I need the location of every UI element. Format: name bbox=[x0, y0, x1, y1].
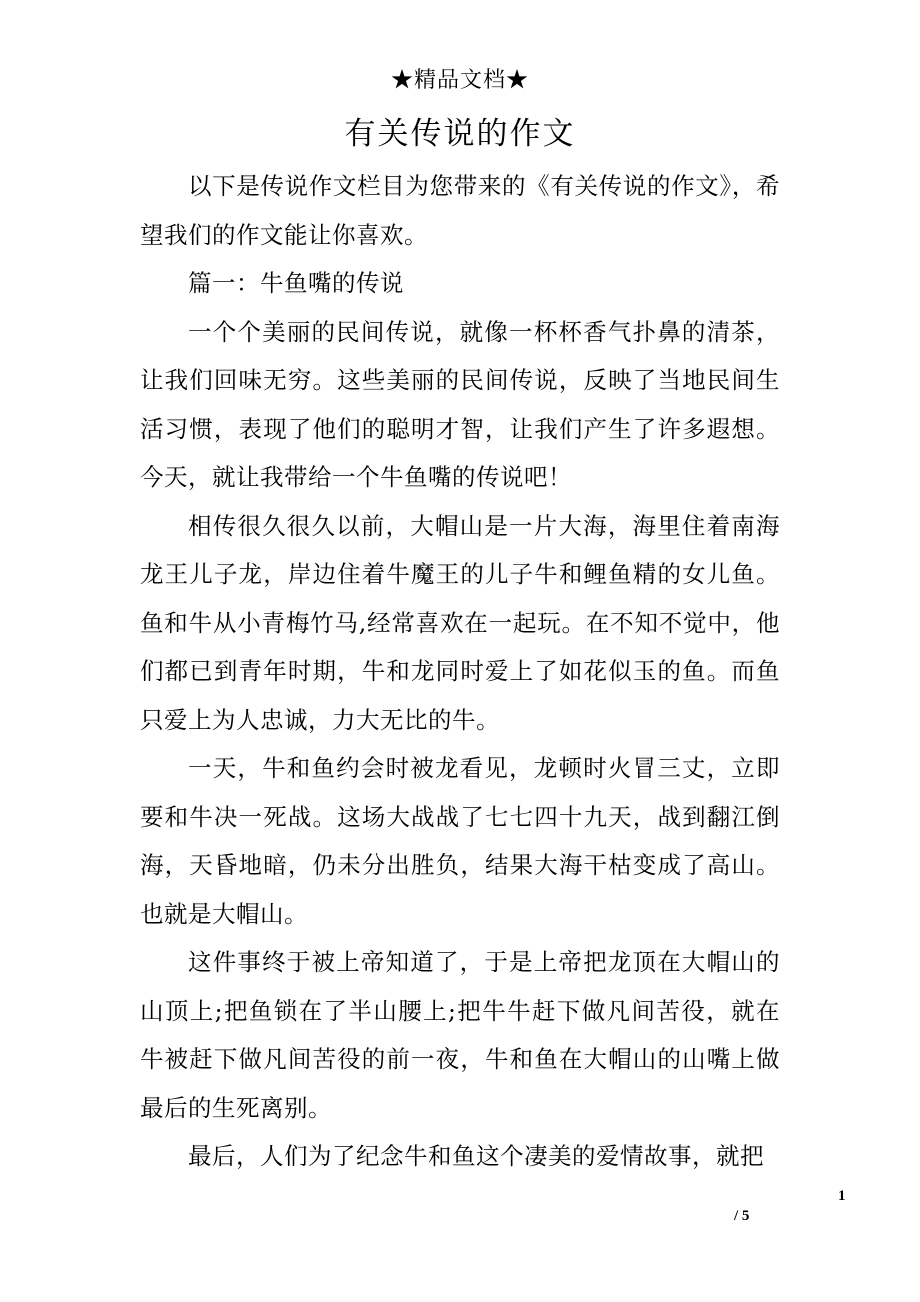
paragraph-intro: 以下是传说作文栏目为您带来的《有关传说的作文》，希望我们的作文能让你喜欢。 bbox=[140, 172, 780, 249]
paragraph: 这件事终于被上帝知道了，于是上帝把龙顶在大帽山的山顶上;把鱼锁在了半山腰上;把牛牛赶下做凡间苦役，就在牛被赶下做凡间苦役的前一夜，牛和鱼在大帽山的山嘴上做最后的生死离别。 bbox=[140, 948, 780, 1122]
section-heading: 篇一：牛鱼嘴的传说 bbox=[188, 269, 404, 297]
paragraph: 一天，牛和鱼约会时被龙看见，龙顿时火冒三丈，立即要和牛决一死战。这场大战战了七七四十九天，战到翻江倒海，天昏地暗，仍未分出胜负，结果大海干枯变成了高山。也就是大帽山。 bbox=[140, 754, 780, 928]
paragraph: 最后，人们为了纪念牛和鱼这个凄美的爱情故事，就把 bbox=[188, 1142, 764, 1170]
document-body bbox=[140, 162, 780, 1181]
header-label: ★精品文档★ bbox=[390, 68, 529, 93]
page-total: / 5 bbox=[734, 1208, 750, 1224]
paragraph: 相传很久很久以前，大帽山是一片大海，海里住着南海龙王儿子龙，岸边住着牛魔王的儿子牛和鲤鱼精的女儿鱼。鱼和牛从小青梅竹马,经常喜欢在一起玩。在不知不觉中，他们都已到青年时期，牛和龙同时爱上了如花似玉的鱼。而鱼只爱上为人忠诚，力大无比的牛。 bbox=[140, 511, 780, 734]
document-title: 有关传说的作文 bbox=[344, 116, 576, 152]
page-number: 1 bbox=[838, 1188, 846, 1204]
paragraph: 一个个美丽的民间传说，就像一杯杯香气扑鼻的清茶，让我们回味无穷。这些美丽的民间传说，反映了当地民间生活习惯，表现了他们的聪明才智，让我们产生了许多遐想。今天，就让我带给一个牛鱼嘴的传说吧！ bbox=[140, 317, 780, 491]
